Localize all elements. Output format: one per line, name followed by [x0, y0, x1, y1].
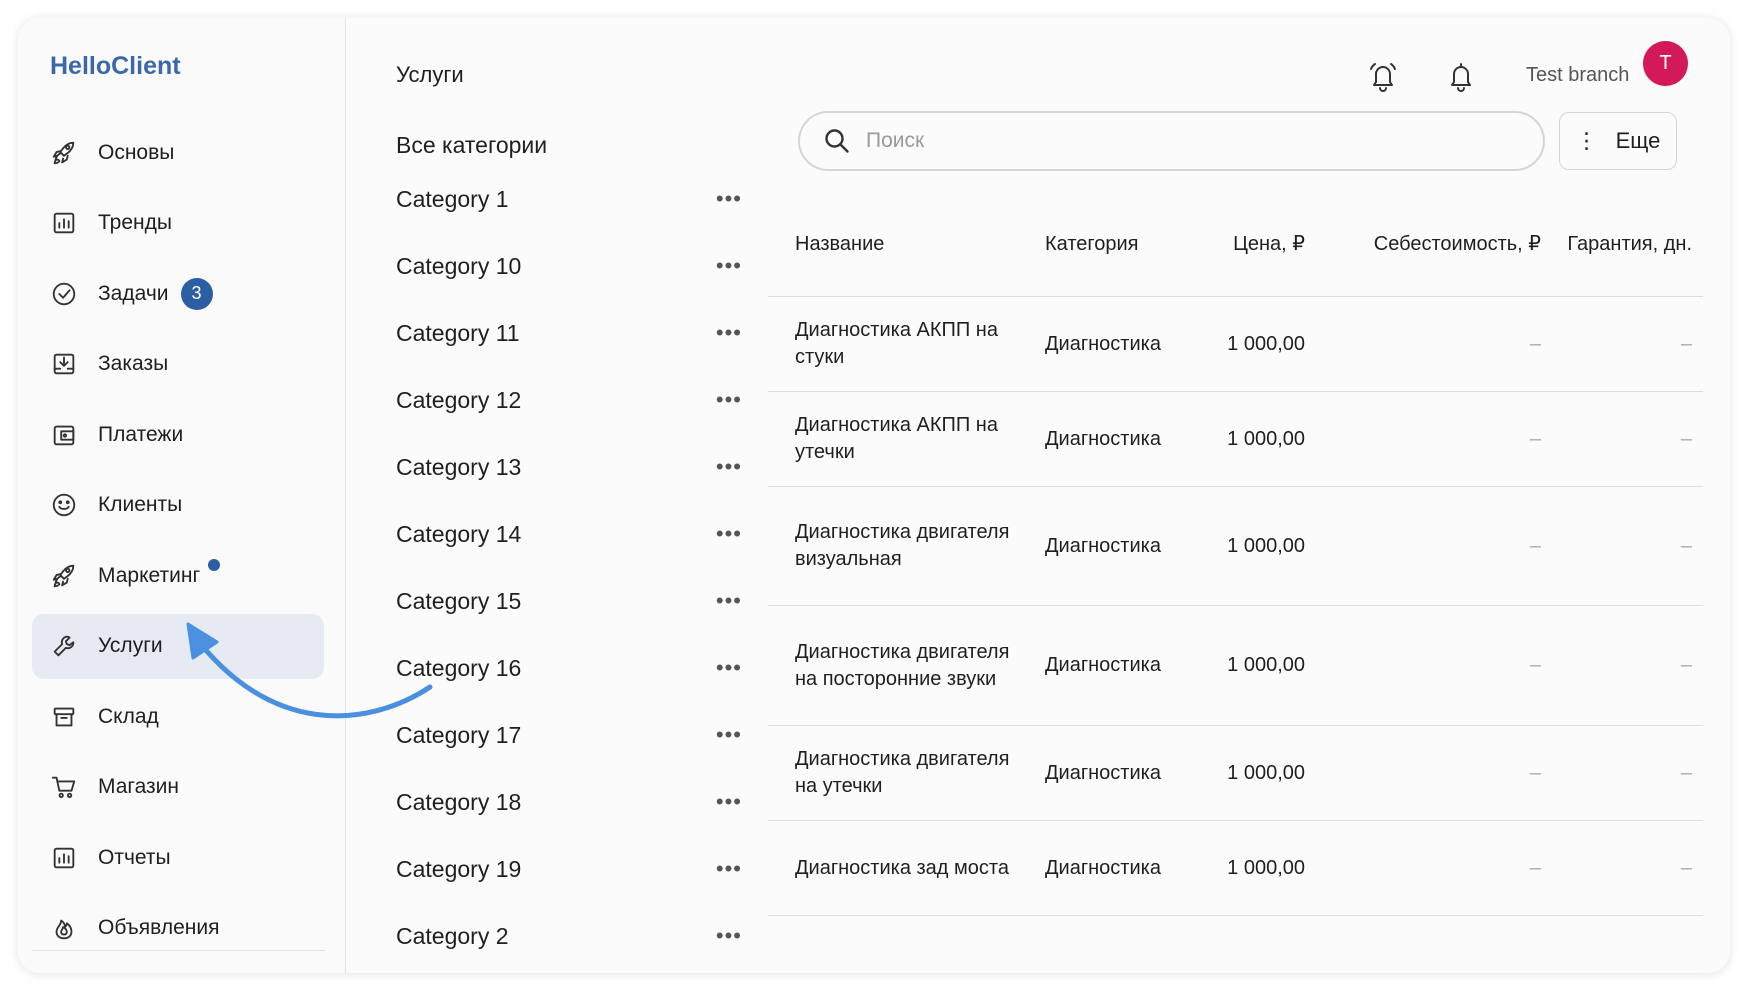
category-label: Category 2 — [396, 923, 509, 949]
category-item[interactable] — [396, 452, 758, 519]
cell-name: Диагностика зад моста — [795, 856, 1009, 879]
cell-name: Диагностика двигателя на посторонние звуки — [795, 640, 1010, 690]
cell-price: 1 000,00 — [1227, 534, 1305, 557]
rocket-icon — [50, 562, 78, 590]
category-item[interactable] — [396, 519, 758, 586]
category-item[interactable] — [396, 787, 758, 854]
cell-warranty: – — [1680, 332, 1692, 355]
category-label: Category 12 — [396, 387, 522, 413]
sidebar-item-label: Тренды — [98, 211, 172, 234]
sidebar-item-label: Отчеты — [98, 845, 171, 869]
category-item[interactable] — [396, 854, 758, 921]
category-label: Category 15 — [396, 588, 522, 614]
more-horizontal-icon[interactable]: ••• — [715, 186, 742, 211]
smile-icon — [50, 491, 78, 519]
sidebar-item-10[interactable] — [32, 825, 324, 890]
sidebar-item-6[interactable] — [32, 543, 324, 608]
sidebar-item-label: Платежи — [98, 422, 184, 446]
category-item[interactable] — [396, 720, 758, 787]
search-bar[interactable] — [798, 111, 1545, 171]
category-label: Category 11 — [396, 320, 520, 346]
sidebar-item-label: Склад — [98, 704, 159, 728]
category-label: Category 13 — [396, 454, 522, 480]
cell-category: Диагностика — [1045, 856, 1161, 879]
cell-name: Диагностика двигателя на утечки — [795, 748, 1010, 797]
more-horizontal-icon[interactable]: ••• — [715, 521, 742, 546]
table-header — [768, 193, 1703, 297]
all-categories-link[interactable]: Все категории — [396, 132, 548, 158]
table-row[interactable] — [768, 487, 1703, 606]
more-horizontal-icon[interactable]: ••• — [715, 253, 742, 278]
cell-price: 1 000,00 — [1227, 856, 1305, 879]
sidebar-item-5[interactable] — [32, 473, 324, 538]
cell-warranty: – — [1680, 654, 1692, 676]
more-horizontal-icon[interactable]: ••• — [715, 655, 742, 680]
more-horizontal-icon[interactable]: ••• — [715, 588, 742, 613]
category-item[interactable] — [396, 318, 758, 385]
col-header-name[interactable]: Название — [795, 233, 885, 255]
category-item[interactable] — [396, 653, 758, 720]
more-horizontal-icon[interactable]: ••• — [715, 454, 742, 479]
more-button[interactable] — [1559, 112, 1677, 170]
page-title: Услуги — [396, 62, 464, 87]
more-horizontal-icon[interactable]: ••• — [715, 923, 742, 948]
sidebar-nav — [32, 120, 324, 966]
app-window — [18, 18, 1730, 973]
avatar[interactable]: T — [1643, 41, 1688, 86]
wrench-icon — [50, 632, 78, 660]
sidebar-item-7[interactable] — [32, 614, 324, 679]
col-header-cost[interactable]: Себестоимость, ₽ — [1373, 233, 1541, 255]
category-list — [396, 184, 758, 973]
sidebar-item-label: Магазин — [98, 775, 180, 798]
table-row[interactable] — [768, 821, 1703, 916]
cell-price: 1 000,00 — [1227, 427, 1305, 450]
category-item[interactable] — [396, 251, 758, 318]
sidebar-item-4[interactable] — [32, 402, 324, 467]
cell-warranty: – — [1680, 534, 1692, 557]
sidebar-item-label: Задачи — [98, 281, 169, 305]
sidebar-item-0[interactable] — [32, 120, 324, 185]
cart-icon — [50, 773, 78, 801]
bar-chart-icon — [50, 209, 78, 237]
category-item[interactable] — [396, 184, 758, 251]
col-header-category[interactable]: Категория — [1045, 233, 1139, 255]
table-row[interactable] — [768, 297, 1703, 392]
sidebar-item-2[interactable] — [32, 261, 324, 326]
search-input[interactable] — [866, 129, 1466, 153]
sidebar-item-label: Услуги — [98, 634, 163, 657]
category-label: Category 16 — [396, 655, 522, 681]
table-row[interactable] — [768, 606, 1703, 726]
sidebar-item-3[interactable] — [32, 332, 324, 397]
table-row[interactable] — [768, 392, 1703, 487]
cell-warranty: – — [1680, 427, 1692, 450]
rocket-icon — [50, 139, 78, 167]
sidebar-item-8[interactable] — [32, 684, 324, 749]
cell-category: Диагностика — [1045, 534, 1161, 557]
sidebar — [18, 18, 346, 973]
cell-price: 1 000,00 — [1227, 654, 1305, 676]
col-header-price[interactable]: Цена, ₽ — [1233, 233, 1305, 255]
search-icon — [822, 126, 852, 156]
cell-cost: – — [1529, 427, 1541, 450]
category-label: Category 17 — [396, 722, 522, 748]
category-item[interactable] — [396, 921, 758, 973]
wallet-icon — [50, 421, 78, 449]
cell-warranty: – — [1680, 856, 1692, 879]
more-horizontal-icon[interactable]: ••• — [715, 320, 742, 345]
more-horizontal-icon[interactable]: ••• — [715, 722, 742, 747]
bar-chart-icon — [50, 844, 78, 872]
notification-dot — [208, 559, 220, 571]
cell-cost: – — [1529, 761, 1541, 784]
bell-icon[interactable] — [1445, 60, 1477, 92]
sidebar-divider — [32, 950, 325, 951]
branch-selector[interactable]: Test branch — [1526, 64, 1630, 86]
category-label: Category 14 — [396, 521, 522, 547]
table-row[interactable] — [768, 726, 1703, 821]
cell-category: Диагностика — [1045, 654, 1161, 676]
cell-cost: – — [1529, 856, 1541, 879]
table-body — [768, 297, 1703, 916]
category-label: Category 10 — [396, 253, 522, 279]
vertical-dots-icon: ⋮ — [1575, 128, 1598, 153]
fire-icon — [50, 914, 78, 942]
sidebar-item-label: Маркетинг — [98, 563, 201, 587]
services-table — [768, 193, 1703, 916]
more-button-label: Еще — [1615, 128, 1661, 153]
cell-cost: – — [1529, 534, 1541, 557]
category-item[interactable] — [396, 385, 758, 452]
cell-price: 1 000,00 — [1227, 332, 1305, 355]
download-box-icon — [50, 350, 78, 378]
category-label: Category 19 — [396, 856, 522, 882]
check-circle-icon — [50, 280, 78, 308]
cell-category: Диагностика — [1045, 427, 1161, 450]
sidebar-item-label: Заказы — [98, 352, 169, 375]
col-header-warranty[interactable]: Гарантия, дн. — [1567, 233, 1692, 255]
alarm-bell-icon[interactable] — [1367, 60, 1399, 92]
cell-cost: – — [1529, 654, 1541, 676]
more-horizontal-icon[interactable]: ••• — [715, 789, 742, 814]
sidebar-item-1[interactable] — [32, 191, 324, 256]
cell-name: Диагностика АКПП на стуки — [795, 319, 998, 368]
more-horizontal-icon[interactable]: ••• — [715, 387, 742, 412]
sidebar-item-label: Клиенты — [98, 493, 183, 516]
category-label: Category 1 — [396, 186, 509, 212]
cell-category: Диагностика — [1045, 761, 1161, 784]
more-horizontal-icon[interactable]: ••• — [715, 856, 742, 881]
category-item[interactable] — [396, 586, 758, 653]
brand-logo[interactable]: HelloClient — [50, 52, 181, 80]
cell-warranty: – — [1680, 761, 1692, 784]
archive-icon — [50, 703, 78, 731]
category-label: Category 18 — [396, 789, 522, 815]
cell-category: Диагностика — [1045, 332, 1161, 355]
cell-name: Диагностика АКПП на утечки — [795, 414, 998, 463]
sidebar-item-9[interactable] — [32, 755, 324, 820]
cell-name: Диагностика двигателя визуальная — [795, 521, 1010, 570]
sidebar-item-label: Основы — [98, 140, 175, 164]
sidebar-item-label: Объявления — [98, 916, 220, 939]
cell-cost: – — [1529, 332, 1541, 355]
task-count-badge: 3 — [181, 278, 213, 310]
cell-price: 1 000,00 — [1227, 761, 1305, 784]
